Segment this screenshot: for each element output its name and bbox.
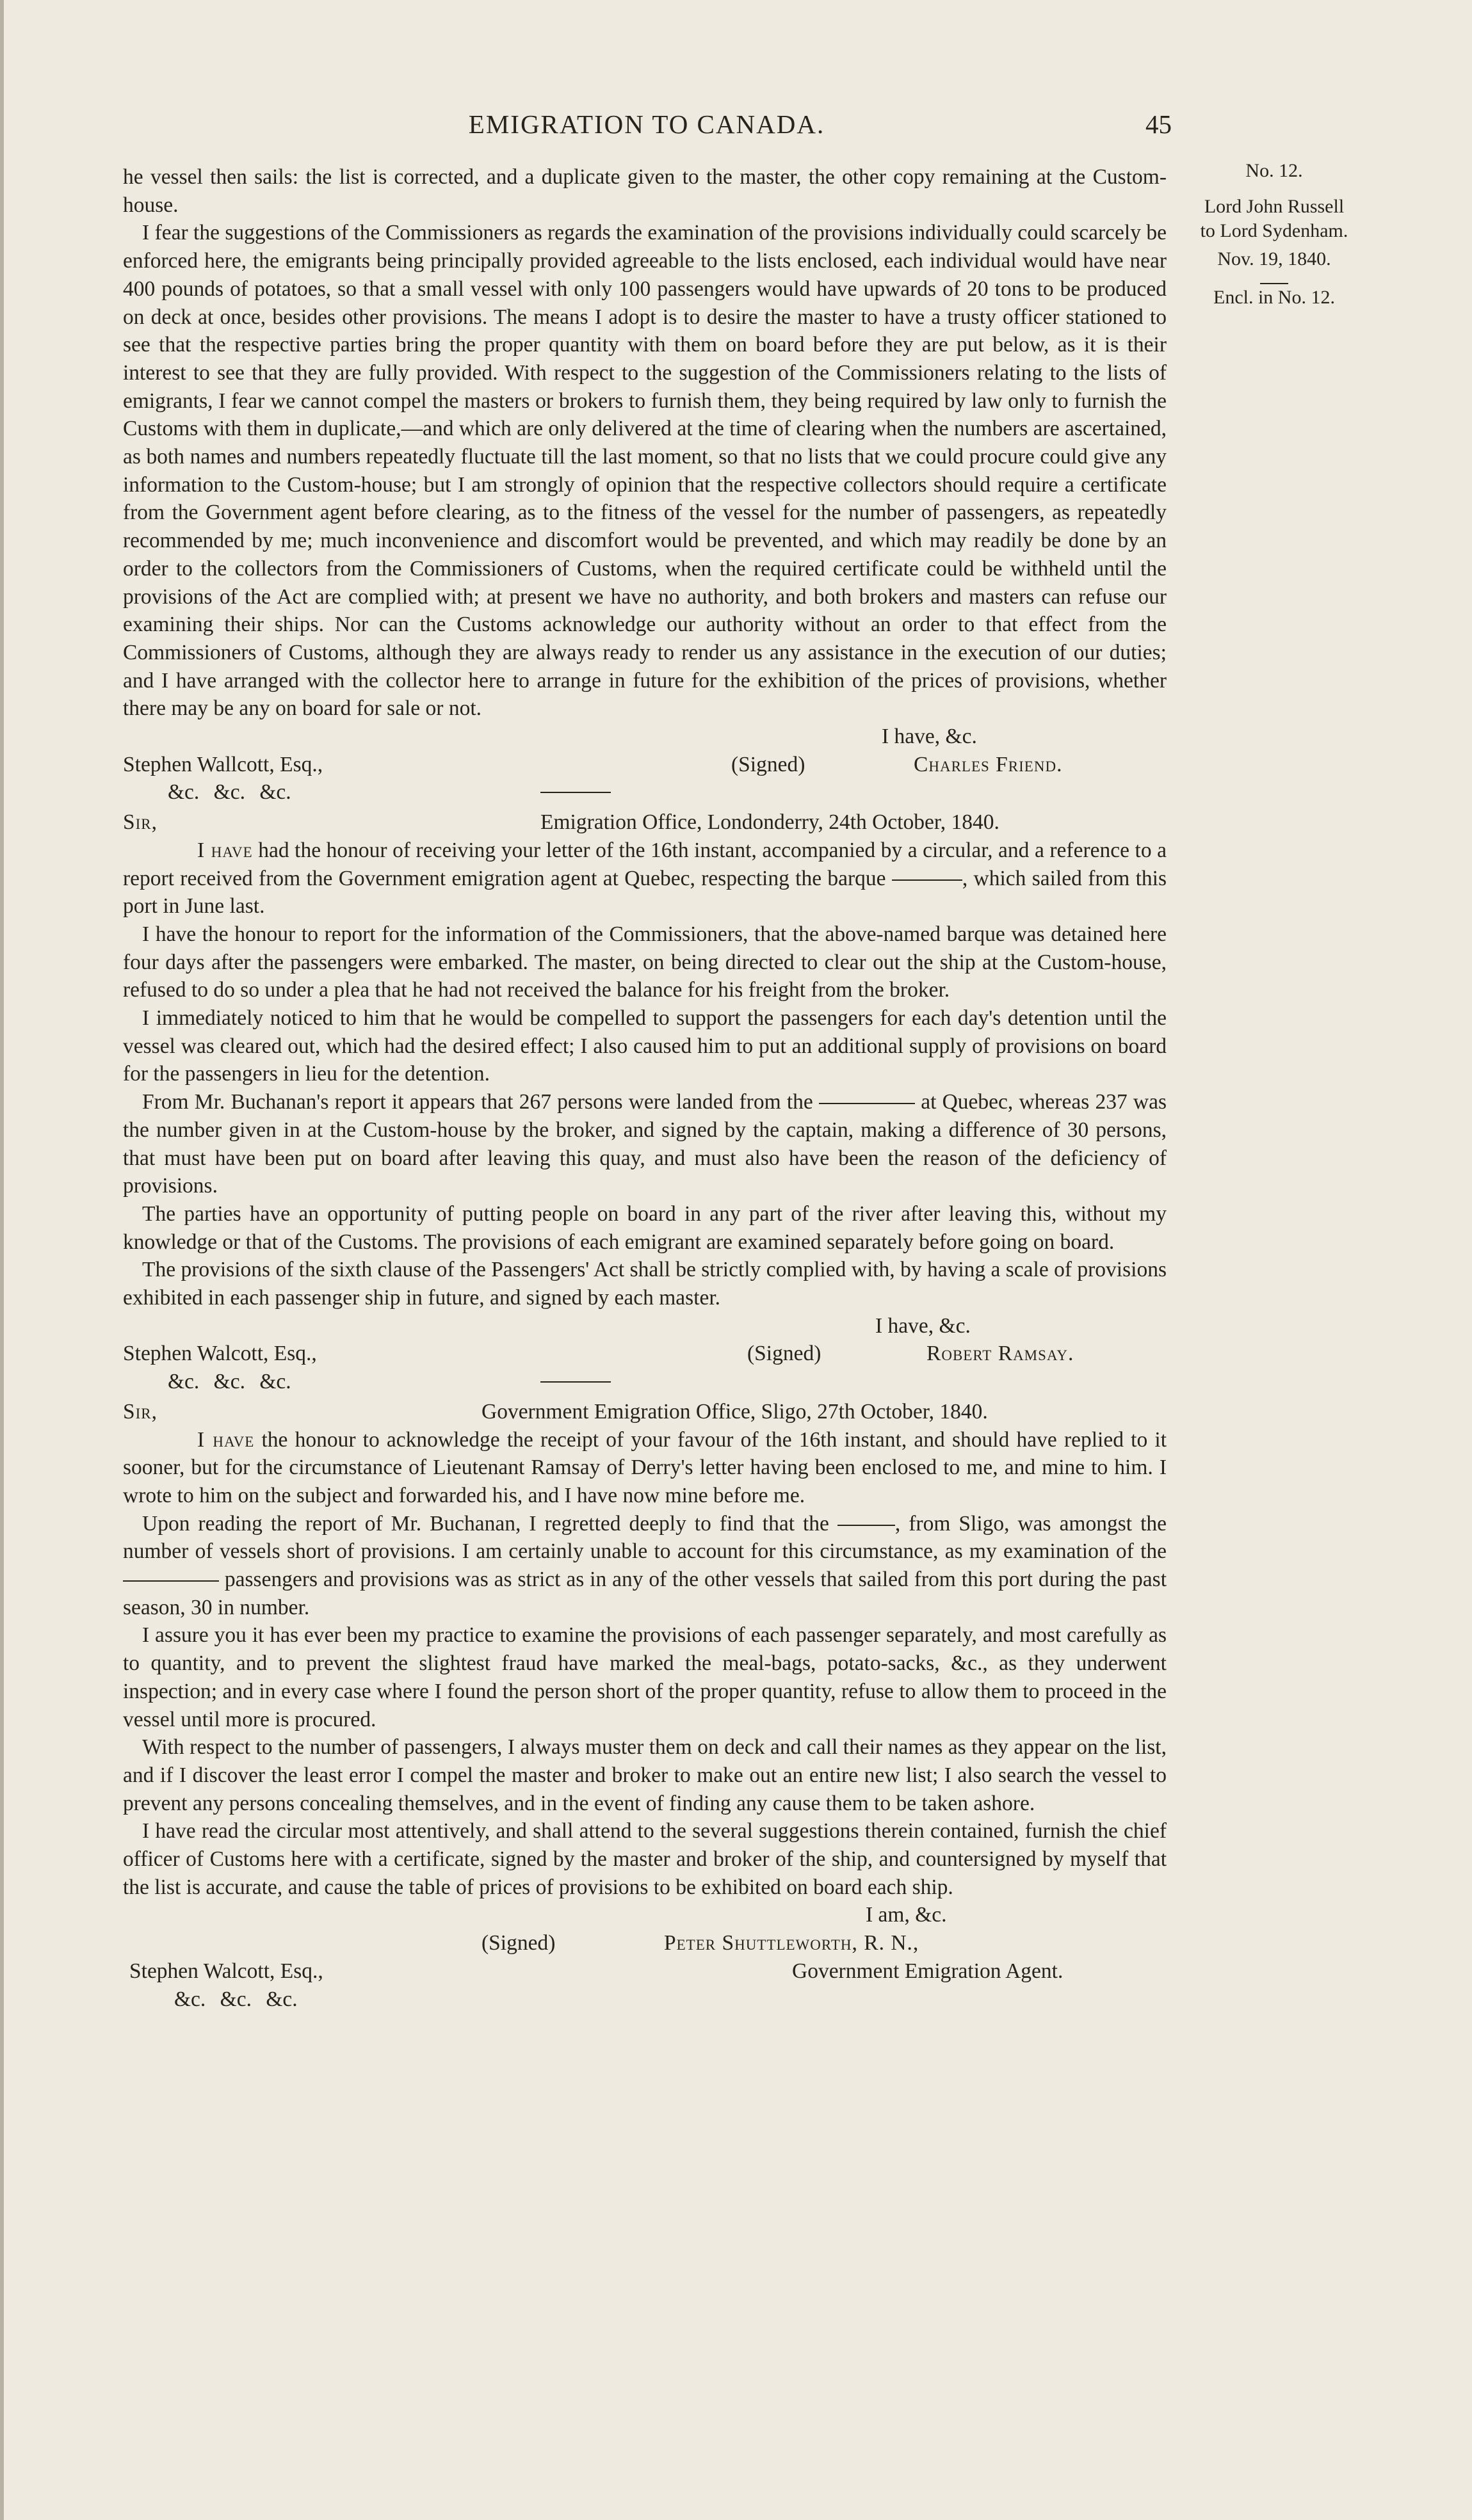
- signatory: Robert Ramsay.: [926, 1342, 1074, 1366]
- paragraph: he vessel then sails: the list is corrected, and a duplicate given to the master, the other copy remaining at the Custom-house.: [123, 165, 1167, 217]
- blank-name-rule: [837, 1525, 895, 1526]
- letter-shuttleworth: [123, 1398, 1167, 2013]
- margin-from: Lord John Russell: [1204, 196, 1345, 217]
- paragraph: With respect to the number of passengers, I always muster them on deck and call their names as they appear on the list, and if I discover the least error I compel the master and broker to make out an entire new list; I also search the vessel to prevent any persons concealing themselves, and in the event of finding any cause them to be taken ashore.: [123, 1735, 1167, 1815]
- paragraph: I have the honour to report for the information of the Commissioners, that the above-named barque was detained here four days after the passengers were embarked. The master, on being directed to clear out the ship at the Custom-house, refused to do so under a plea that he had not received the balance for his freight from the broker.: [123, 922, 1167, 1002]
- paragraph: Upon reading the report of Mr. Buchanan, I regretted deeply to find that the , from Sligo, was amongst the number of vessels short of provisions. I am certainly unable to account for this circumstance, as my examination of the passengers and provisions was as strict as in any of the other vessels that sailed from this port during the past season, 30 in number.: [123, 1511, 1167, 1619]
- signed-label: (Signed): [481, 1931, 556, 1955]
- lead-words: I have: [197, 1427, 255, 1452]
- letter-friend: [123, 163, 1167, 807]
- closing-line: [123, 1901, 1167, 1929]
- salutation: Sir,: [123, 810, 158, 835]
- paragraph: I have had the honour of receiving your letter of the 16th instant, accompanied by a circular, and a reference to a report received from the Government emigration agent at Quebec, respecting the barque , which sailed from this port in June last.: [123, 838, 1167, 919]
- dateline-row: [123, 1398, 1167, 1426]
- page-header: [122, 109, 1172, 147]
- margin-divider: [1260, 283, 1288, 284]
- paragraph: I fear the suggestions of the Commissioners as regards the examination of the provisions individually could scarcely be enforced here, the emigrants being principally provided agreeable to the lists enclosed, each individual would have near 400 pounds of potatoes, so that a small vessel with only 100 passengers would have upwards of 20 tons to be produced on deck at once, besides other provisions. The means I adopt is to desire the master to have a trusty officer stationed to see that the respective parties bring the proper quantity with them on board before they are put below, as it is their interest to see that they are fully provided. With respect to the suggestion of the Commissioners relating to the lists of emigrants, I fear we cannot compel the masters or brokers to furnish them, they being required by law only to furnish the Customs with them in duplicate,—and which are only delivered at the time of clearing when the numbers are ascertained, as both names and numbers repeatedly fluctuate till the last moment, so that no lists that we could procure could give any information to the Custom-house; but I am strongly of opinion that the respective collectors should require a certificate from the Government agent before clearing, as to the fitness of the vessel for the number of passengers, as repeatedly recommended by me; much inconvenience and discomfort would be prevented, and which may readily be done by an order to the collectors from the Commissioners of Customs, when the required certificate could be withheld until the provisions of the Act are complied with; at present we have no authority, and both brokers and masters can refuse our examining their ships. Nor can the Customs acknowledge our authority without an order to that effect from the Commissioners of Customs, although they are always ready to render us any assistance in the execution of our duties; and I have arranged with the collector here to arrange in future for the exhibition of the prices of provisions, whether there may be any on board for sale or not.: [123, 221, 1167, 721]
- signature-line: [123, 1340, 1167, 1368]
- paragraph: I assure you it has ever been my practice to examine the provisions of each passenger separately, and most carefully as to quantity, and to prevent the slightest fraud have marked the meal-bags, potato-sacks, &c., as they underwent inspection; and in every case where I found the person short of the proper quantity, refuse to allow them to proceed in the vessel until more is procured.: [123, 1623, 1167, 1731]
- blank-name-rule: [123, 1580, 219, 1582]
- addressee-etc-line: [123, 1368, 1167, 1396]
- margin-enclosure: Encl. in No. 12.: [1213, 287, 1335, 308]
- running-title: EMIGRATION TO CANADA.: [468, 109, 825, 139]
- section-divider: [540, 792, 611, 793]
- page-number: 45: [1145, 109, 1172, 139]
- signatory-title-line: [123, 1957, 1167, 1986]
- blank-name-rule: [892, 879, 962, 881]
- signatory: Charles Friend.: [914, 752, 1063, 776]
- margin-to: to Lord Sydenham.: [1200, 220, 1348, 241]
- closing-line: [123, 1312, 1167, 1340]
- addressee: Stephen Walcott, Esq.,: [129, 1959, 323, 1983]
- margin-date: Nov. 19, 1840.: [1217, 248, 1331, 269]
- closing-line: [123, 723, 1167, 751]
- addressee-etc-line: [123, 1986, 1167, 2014]
- margin-notes: [1178, 160, 1370, 311]
- page-gutter-edge: [0, 0, 4, 2520]
- dateline-row: [123, 808, 1167, 837]
- paragraph: The provisions of the sixth clause of the Passengers' Act shall be strictly complied with, by having a scale of provisions exhibited in each passenger ship in future, and signed by each master.: [123, 1258, 1167, 1310]
- addressee-etc-line: [123, 778, 1167, 807]
- letter-ramsay: [123, 808, 1167, 1396]
- signatory-title: Government Emigration Agent.: [792, 1959, 1064, 1983]
- salutation: Sir,: [123, 1399, 158, 1424]
- document-body: [123, 163, 1167, 2013]
- addressee-etc: &c. &c. &c.: [168, 780, 291, 805]
- closing: I have, &c.: [875, 1313, 971, 1338]
- signed-label: (Signed): [747, 1342, 821, 1366]
- signature-line: [123, 1929, 1167, 1957]
- paragraph: From Mr. Buchanan's report it appears that 267 persons were landed from the at Quebec, whereas 237 was the number given in at the Custom-house by the broker, and signed by the captain, making a difference of 30 persons, that must have been put on board after leaving this quay, and must also have been the reason of the deficiency of provisions.: [123, 1090, 1167, 1198]
- signature-line: [123, 751, 1167, 779]
- addressee-etc: &c. &c. &c.: [168, 1370, 291, 1394]
- margin-doc-number: No. 12.: [1245, 160, 1303, 181]
- paragraph: I have the honour to acknowledge the receipt of your favour of the 16th instant, and should have replied to it sooner, but for the circumstance of Lieutenant Ramsay of Derry's letter having been enclosed to me, and mine to him. I wrote to him on the subject and forwarded his, and I have now mine before me.: [123, 1427, 1167, 1507]
- signatory: Peter Shuttleworth, R. N.,: [664, 1931, 919, 1955]
- paragraph: I have read the circular most attentively, and shall attend to the several suggestions therein contained, furnish the chief officer of Customs here with a certificate, signed by the master and broker of the ship, and countersigned by myself that the list is accurate, and cause the table of prices of provisions to be exhibited on board each ship.: [123, 1819, 1167, 1899]
- lead-words: I have: [197, 838, 253, 862]
- addressee-etc: &c. &c. &c.: [174, 1987, 298, 2011]
- paragraph: The parties have an opportunity of putting people on board in any part of the river after leaving this, without my knowledge or that of the Customs. The provisions of each emigrant are examined separately before going on board.: [123, 1201, 1167, 1254]
- dateline: Emigration Office, Londonderry, 24th October, 1840.: [540, 810, 999, 835]
- paragraph: I immediately noticed to him that he would be compelled to support the passengers for each day's detention until the vessel was cleared out, which had the desired effect; I also caused him to put an additional supply of provisions on board for the passengers in lieu for the detention.: [123, 1006, 1167, 1086]
- signed-label: (Signed): [731, 752, 805, 776]
- addressee: Stephen Wallcott, Esq.,: [123, 752, 323, 776]
- blank-name-rule: [819, 1103, 915, 1104]
- closing: I have, &c.: [882, 725, 977, 749]
- addressee: Stephen Walcott, Esq.,: [123, 1342, 317, 1366]
- section-divider: [540, 1381, 611, 1383]
- dateline: Government Emigration Office, Sligo, 27th October, 1840.: [481, 1399, 988, 1424]
- closing: I am, &c.: [866, 1903, 947, 1927]
